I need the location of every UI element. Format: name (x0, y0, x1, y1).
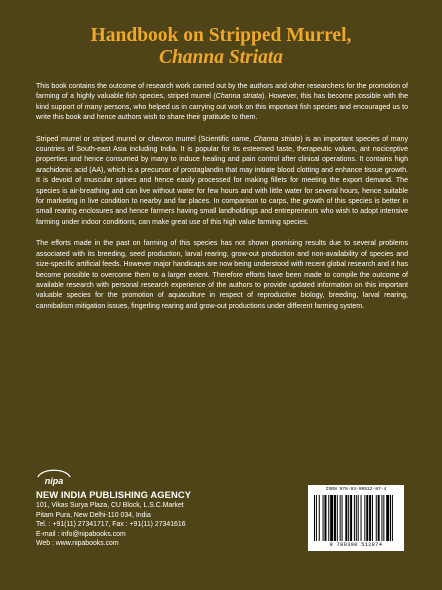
publisher-phone: Tel. : +91(11) 27341717, Fax : +91(11) 27341616 (36, 521, 186, 529)
species-name: Channa striata (215, 93, 263, 101)
publisher-info (36, 489, 296, 549)
publisher-address-1: 101, Vikas Surya Plaza, CU Block, L.S.C.Market (36, 502, 184, 509)
publisher-name: NEW INDIA PUBLISHING AGENCY (36, 489, 192, 500)
blurb-paragraph-1 (36, 82, 408, 124)
barcode-bars-icon (314, 495, 398, 541)
svg-text:nipa: nipa (44, 476, 64, 486)
title-line-2: Channa Striata (158, 47, 284, 68)
nipa-logo-icon (36, 467, 72, 487)
species-name: Channa striato (253, 135, 301, 143)
text-span: Striped murrel or striped murrel or chevron murrel (Scientific name, (36, 135, 254, 143)
text-span: This book contains the outcome of research work carried out by the authors and other researchers for the promotion of farming of a highly valuable fish species, striped murrel ( (36, 83, 408, 101)
title-line-1: Handbook on Stripped Murrel, (90, 25, 352, 46)
blurb (36, 82, 408, 323)
publisher-address-2: Pitam Pura, New Delhi-110 034, India (36, 511, 151, 519)
blurb-paragraph-2 (36, 135, 408, 229)
barcode-digits: 9 789390 512874 (329, 542, 383, 548)
text-span: ). However, this has become possible with the kind support of many persons, who helped us in carrying out work on this important fish species and encouraged us to write this book and hence authors wish to share their gratitude to them. (36, 93, 408, 122)
publisher-email: E-mail : info@nipabooks.com (36, 530, 126, 538)
blurb-paragraph-3: The efforts made in the past on farming of this species has not shown promising results due to several problems associated with its breeding, seed production, larval rearing, grow-out production and non-availability of species and size-specific artificial feeds. However major handicaps are now being understood with recent global research and it has become possible to overcome them to a larger extent. Therefore efforts have been made to compile the outcome of available research with personal research experience of the authors to provide updated information on this important valuable species for the promotion of aquaculture in respect of reproductive biology, breeding, larval rearing, cannibalism mitigation issues, fingerling rearing and grow-out productions under different farming system. (36, 240, 408, 310)
barcode (308, 485, 404, 551)
text-span: ) is an important species of many countries of South-east Asia including India. It is popular for its esteemed taste, therapeutic values, ant nociceptive properties and hence consumed by many to induce healing and pain control after clinical operations. It contains high arachidonic acid (AA), which is a precursor of prostaglandin that may initiate blood clotting and enhance tissue growth. It is devoid of muscular spines and hence easily processed for making fillets for meeting the export demand. The species is air-breathing and can live without water for few hours and with little water for several hours, hence suitable for marketing in live condition to nearby and far places. In comparison to carps, the growth of this species is better in small rearing enclosures and hence farmers having small landholdings and entrepreneurs who wish to adopt intensive farming under indoor conditions, can make great use of this high value farming species. (36, 135, 408, 226)
book-title (0, 25, 442, 69)
publisher-web: Web : www.nipabooks.com (36, 540, 119, 548)
isbn-label: ISBN 978-93-90512-87-4 (325, 487, 387, 492)
